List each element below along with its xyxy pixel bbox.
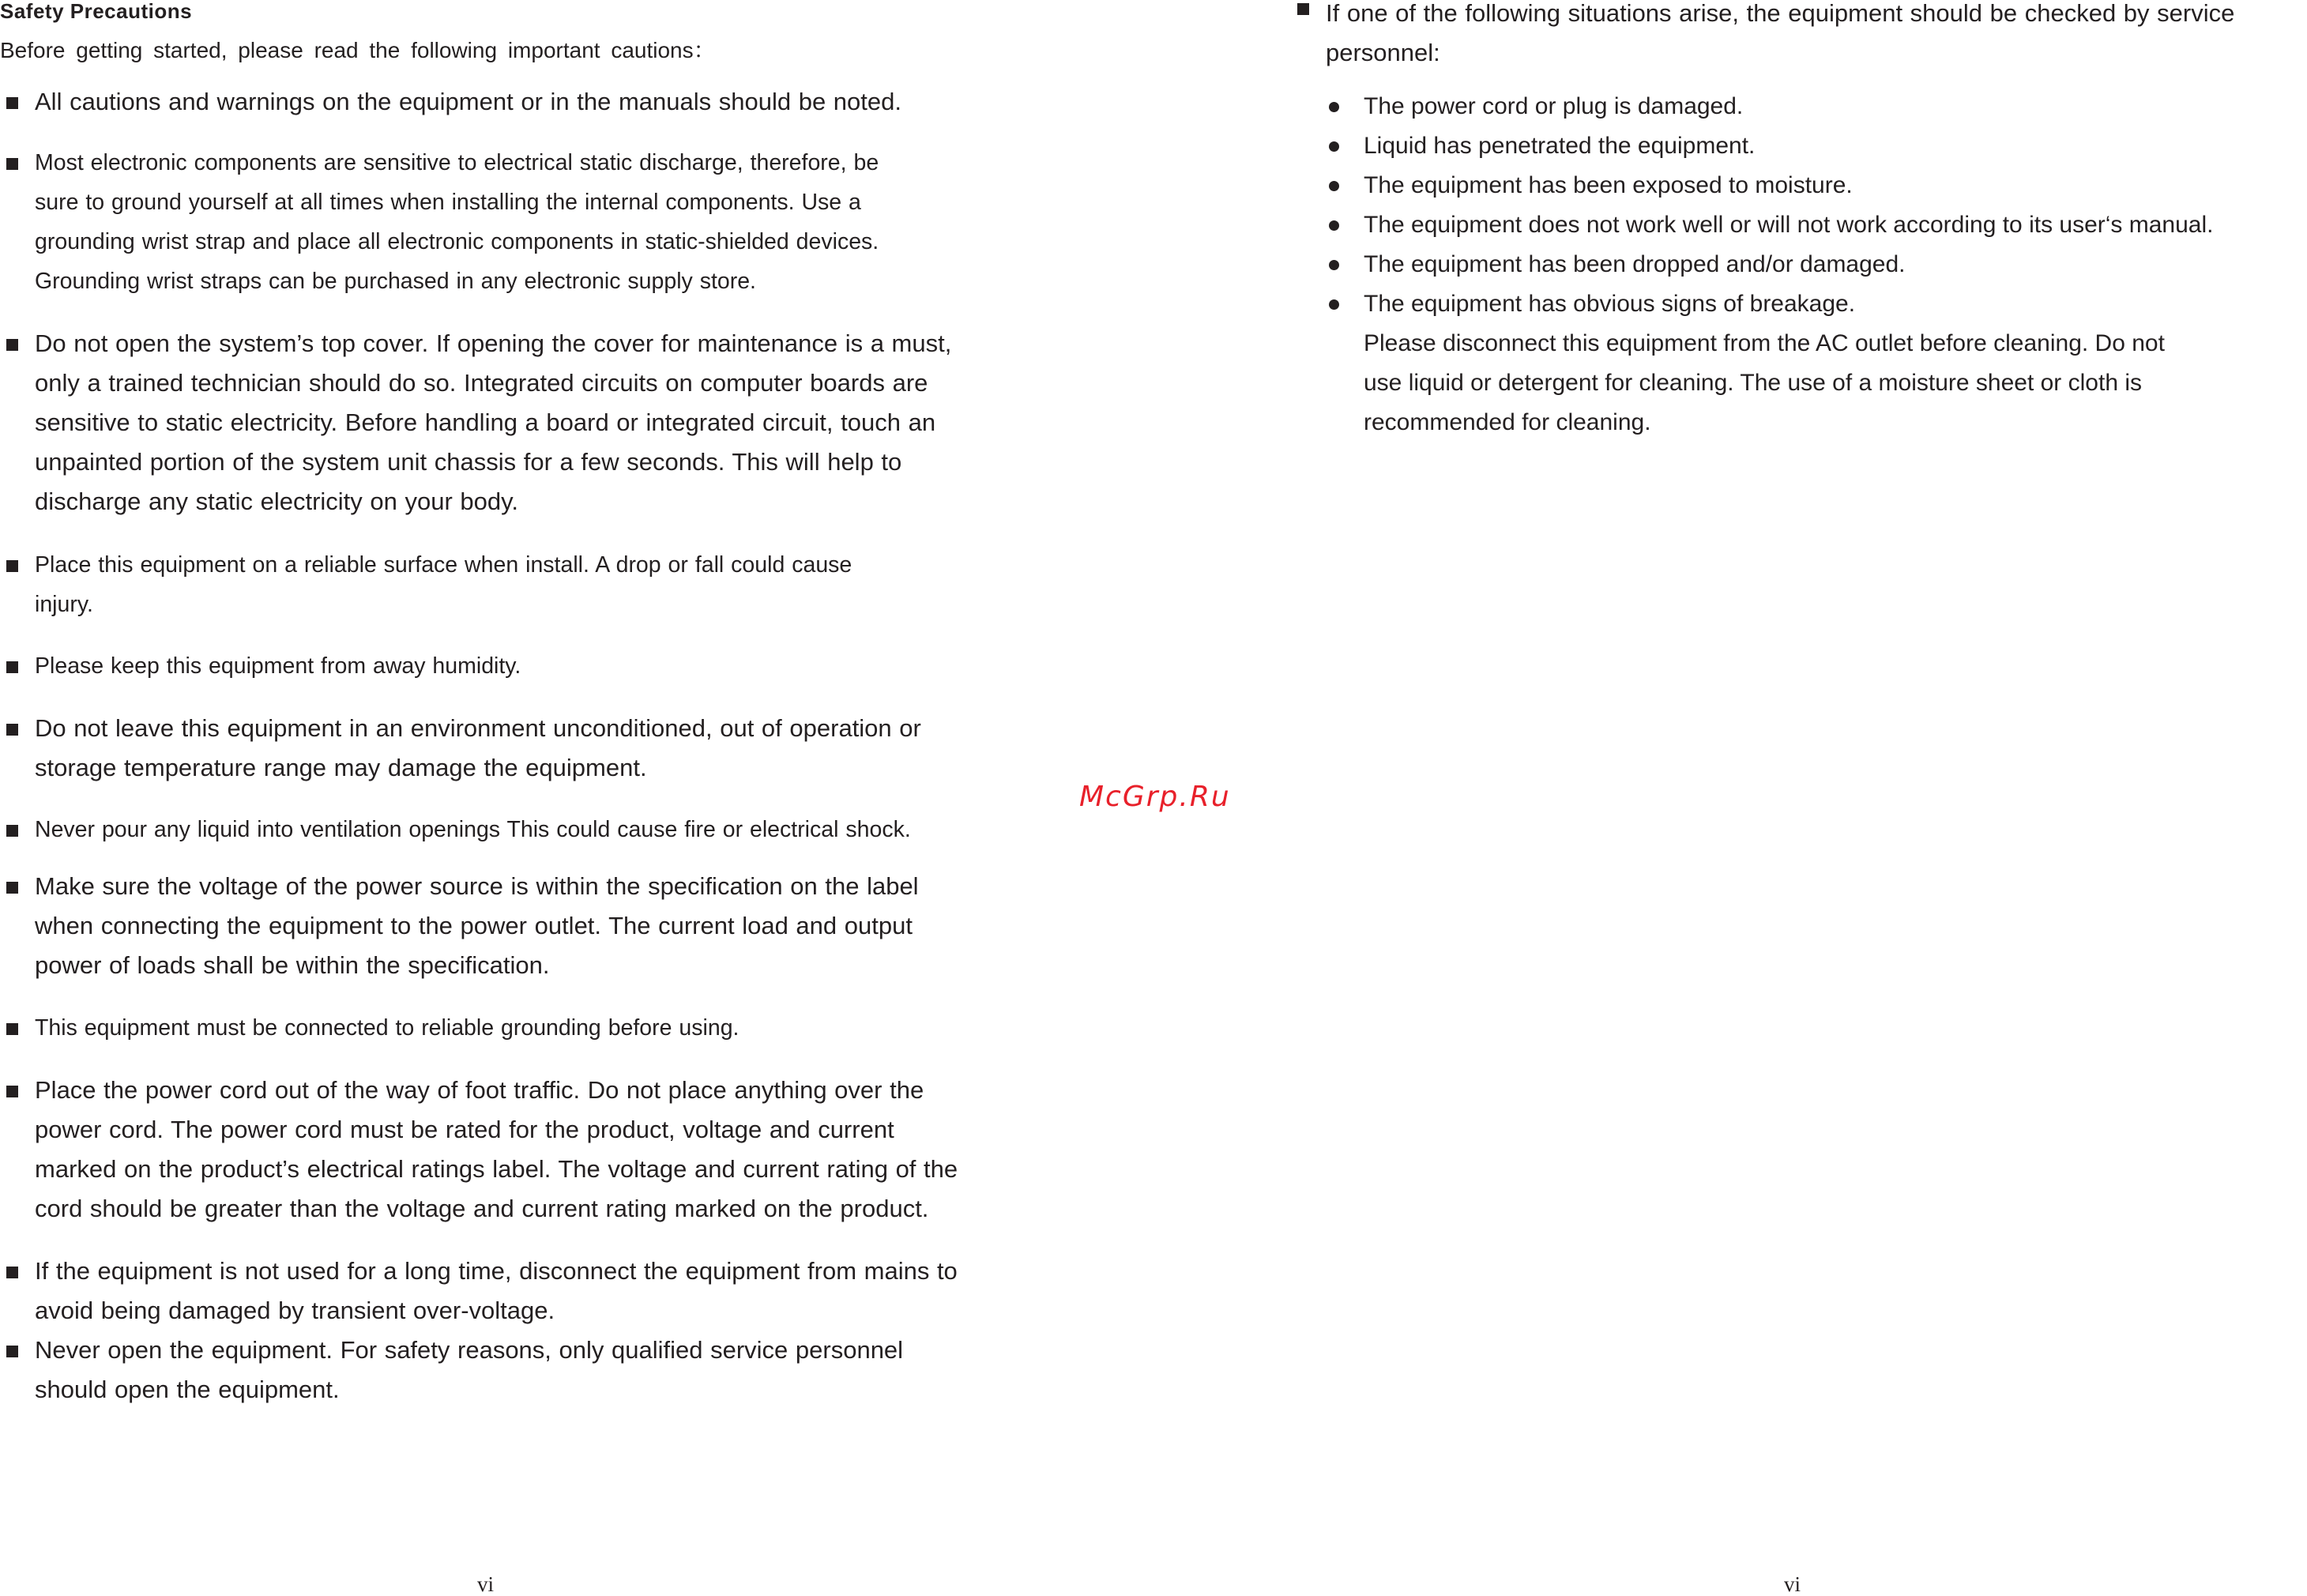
inspection-intro: If one of the following situations arise, the equipment should be checked by service personnel: [1326,0,2235,66]
round-bullet-icon [1329,141,1339,152]
list-item [1288,205,2307,245]
caution-text: Do not leave this equipment in an environment unconditioned, out of operation or storage temperature range may damage the equipment. [35,714,921,781]
list-item-text: The equipment does not work well or will not work according to its user‘s manual. [1364,212,2214,238]
square-bullet-icon [6,560,18,572]
list-item-text: The equipment has been exposed to moisture. [1364,172,1853,198]
right-page [1288,0,2307,1594]
intro-text: Before getting started, please read the following important cautions： [0,38,716,62]
caution-text: This equipment must be connected to reliable grounding before using. [35,1015,740,1041]
caution-text: All cautions and warnings on the equipment or in the manuals should be noted. [35,88,901,115]
list-item-text: The equipment has obvious signs of breakage. [1364,291,1856,317]
list-item-text: The equipment has been dropped and/or damaged. [1364,251,1906,277]
square-bullet-icon [6,1023,18,1035]
square-bullet-icon [6,882,18,894]
square-bullet-icon [6,97,18,109]
list-item [1288,284,2307,324]
page-number: vi [477,1572,495,1596]
caution-text: Place this equipment on a reliable surface when install. A drop or fall could cause injury. [35,552,852,617]
left-page [0,0,1051,1594]
watermark: McGrp.Ru [1079,781,1231,813]
square-bullet-icon [6,825,18,837]
round-bullet-icon [1329,260,1339,270]
round-bullet-icon [1329,181,1339,191]
inspection-list [1288,87,2307,324]
square-bullet-icon [6,1346,18,1357]
list-item [1288,245,2307,284]
caution-text: Place the power cord out of the way of foot traffic. Do not place anything over the power cord. The power cord must be rated for the product, voltage and current marked on the product’s electrical ratings label. The voltage and current rating of the cord should be greater than the voltage and current rating marked on the product. [35,1076,958,1222]
round-bullet-icon [1329,220,1339,231]
list-item-text: Liquid has penetrated the equipment. [1364,133,1756,159]
page-number: vi [1784,1572,1801,1596]
list-item [1288,166,2307,205]
caution-text: Please keep this equipment from away humidity. [35,653,521,679]
cleaning-note: Please disconnect this equipment from the AC outlet before cleaning. Do not use liquid or detergent for cleaning. The use of a moisture sheet or cloth is recommended for cleaning. [1364,330,2165,435]
square-bullet-icon [6,1086,18,1097]
caution-text: If the equipment is not used for a long time, disconnect the equipment from mains to avoid being damaged by transient over-voltage. [35,1257,958,1324]
list-item [1288,87,2307,126]
round-bullet-icon [1329,299,1339,310]
square-bullet-icon [6,724,18,736]
caution-text: Do not open the system’s top cover. If opening the cover for maintenance is a must, only a trained technician should do so. Integrated circuits on computer boards are sensitive to static electricity. Before handling a board or integrated circuit, touch an unpainted portion of the system unit chassis for a few seconds. This will help to discharge any static electricity on your body. [35,329,952,515]
caution-text: Never open the equipment. For safety reasons, only qualified service personnel should open the equipment. [35,1336,904,1403]
caution-text: Never pour any liquid into ventilation openings This could cause fire or electrical shock. [35,817,911,842]
list-item-text: The power cord or plug is damaged. [1364,93,1744,119]
page-title: Safety Precautions [0,0,193,23]
square-bullet-icon [6,1267,18,1278]
caution-text: Most electronic components are sensitive to electrical static discharge, therefore, be sure to ground yourself at all times when installing the internal components. Use a grounding wrist strap and place all electronic components in static-shielded devices. Grounding wrist straps can be purchased in any electronic supply store. [35,150,879,294]
square-bullet-icon [1297,3,1309,15]
list-item [1288,126,2307,166]
caution-text: Make sure the voltage of the power source is within the specification on the label when connecting the equipment to the power outlet. The current load and output power of loads shall be within the specification. [35,872,919,979]
square-bullet-icon [6,158,18,170]
square-bullet-icon [6,339,18,351]
square-bullet-icon [6,661,18,673]
round-bullet-icon [1329,102,1339,112]
